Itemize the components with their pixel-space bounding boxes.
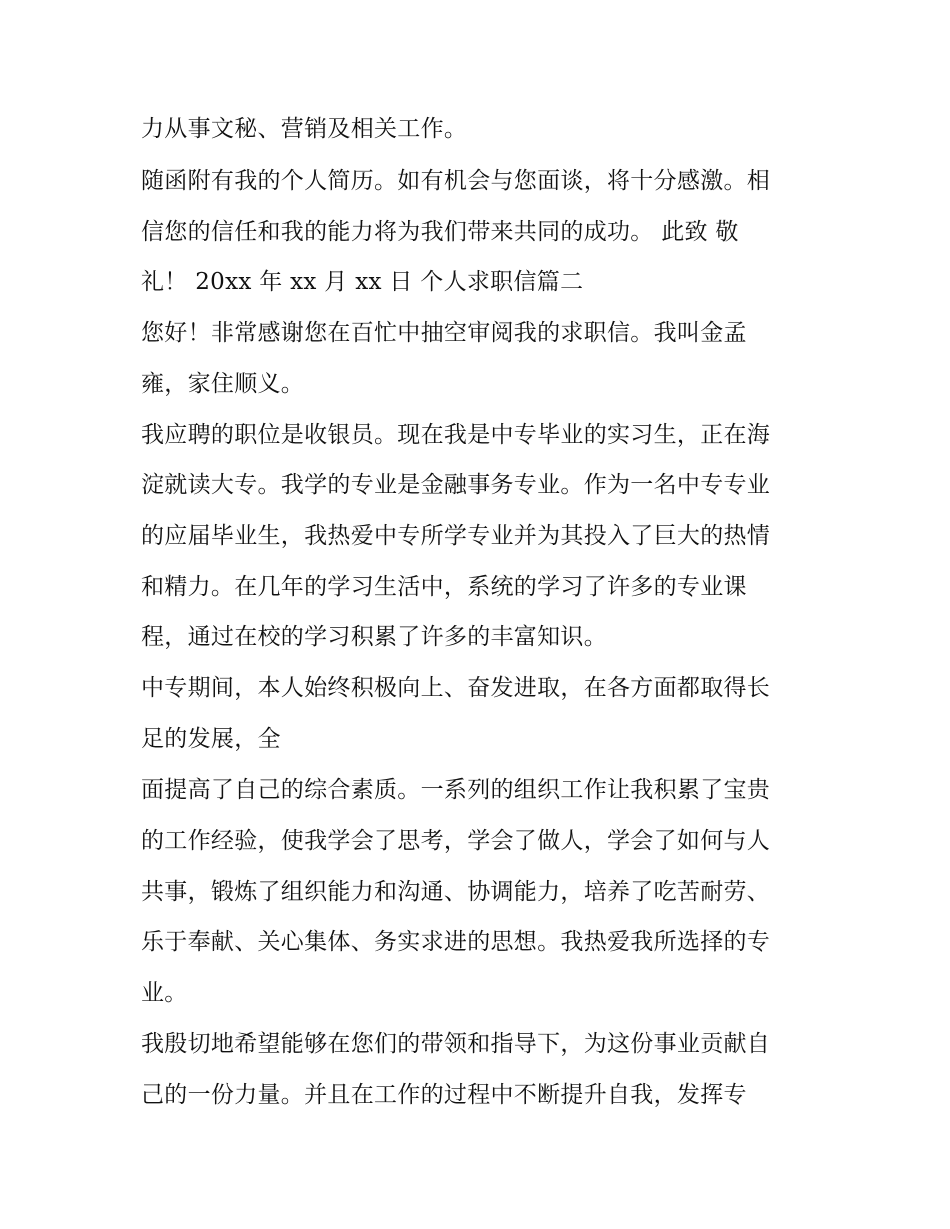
text-line: 淀就读大专。我学的专业是金融事务专业。作为一名中专专业 bbox=[141, 472, 771, 498]
text-line: 共事，锻炼了组织能力和沟通、协调能力，培养了吃苦耐劳、 bbox=[141, 879, 771, 905]
text-line: 己的一份力量。并且在工作的过程中不断提升自我，发挥专 bbox=[141, 1082, 747, 1108]
text-line: 我应聘的职位是收银员。现在我是中专毕业的实习生，正在海 bbox=[141, 422, 771, 448]
text-line: 您好！非常感谢您在百忙中抽空审阅我的求职信。我叫金孟 bbox=[141, 320, 747, 346]
text-line: 和精力。在几年的学习生活中，系统的学习了许多的专业课 bbox=[141, 574, 747, 600]
text-line: 程，通过在校的学习积累了许多的丰富知识。 bbox=[141, 624, 607, 650]
text-line: 信您的信任和我的能力将为我们带来共同的成功。 此致 敬 bbox=[141, 219, 739, 245]
text-line: 力从事文秘、营销及相关工作。 bbox=[141, 116, 468, 142]
text-line: 的应届毕业生，我热爱中专所学专业并为其投入了巨大的热情 bbox=[141, 523, 771, 549]
text-line: 乐于奉献、关心集体、务实求进的思想。我热爱我所选择的专 bbox=[141, 929, 771, 955]
text-line: 足的发展，全 bbox=[141, 726, 281, 752]
text-line: 雍，家住顺义。 bbox=[141, 371, 305, 397]
text-line: 的工作经验，使我学会了思考，学会了做人，学会了如何与人 bbox=[141, 828, 771, 854]
text-line: 业。 bbox=[141, 980, 188, 1006]
text-line: 面提高了自己的综合素质。一系列的组织工作让我积累了宝贵 bbox=[141, 777, 771, 803]
text-line: 我殷切地希望能够在您们的带领和指导下，为这份事业贡献自 bbox=[141, 1031, 771, 1057]
text-line: 礼！ 20xx 年 xx 月 xx 日 个人求职信篇二 bbox=[141, 269, 584, 295]
text-line: 中专期间，本人始终积极向上、奋发进取，在各方面都取得长 bbox=[141, 675, 771, 701]
text-line: 随函附有我的个人简历。如有机会与您面谈，将十分感激。相 bbox=[141, 168, 771, 194]
